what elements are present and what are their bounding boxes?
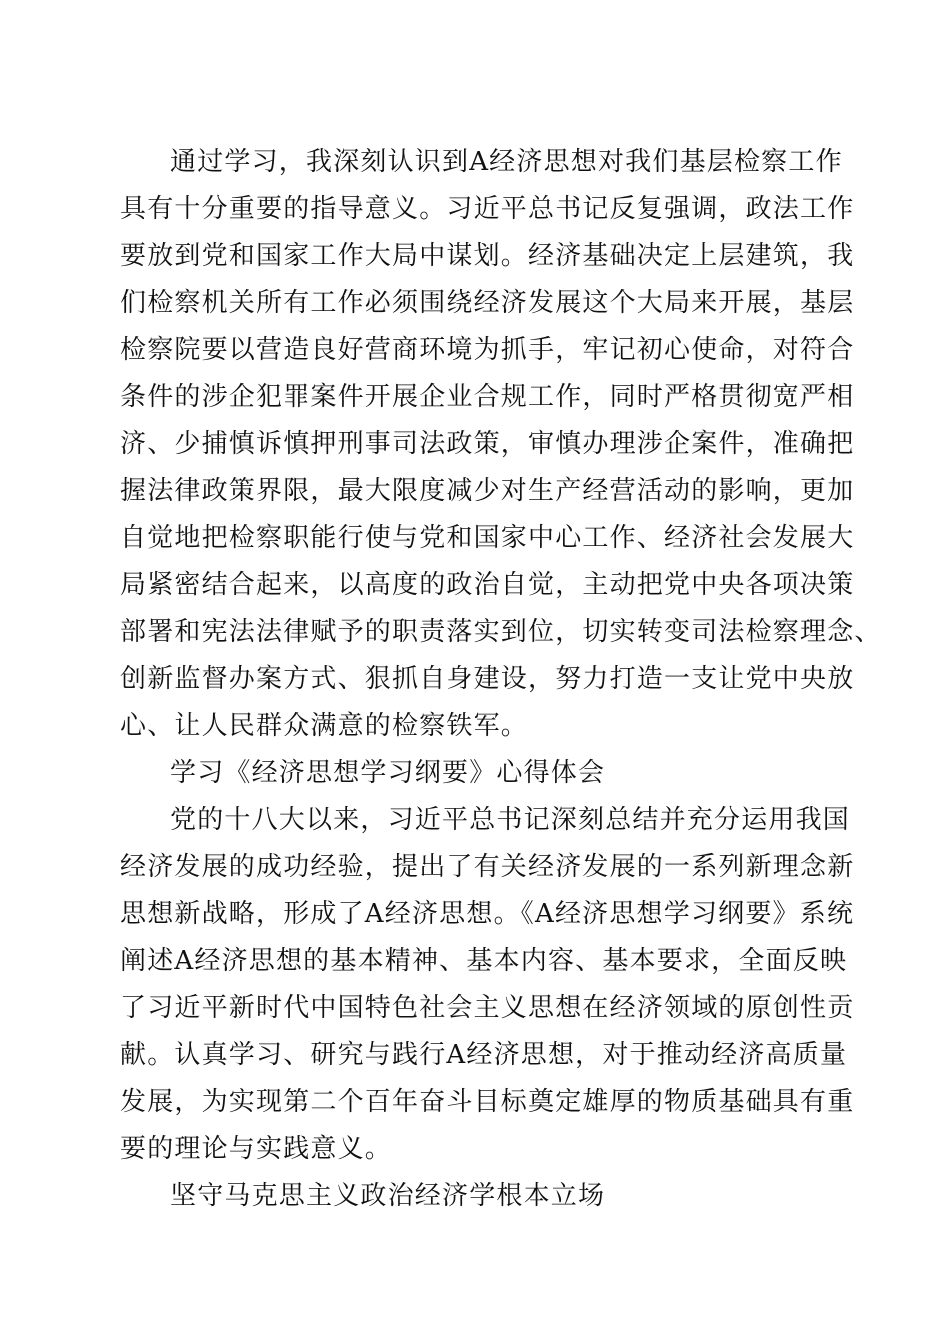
- paragraph-2-line-5: 了习近平新时代中国特色社会主义思想在经济领域的原创性贡: [120, 993, 855, 1023]
- paragraph-2-line-4: 阐述A经济思想的基本精神、基本内容、基本要求，全面反映: [120, 946, 848, 976]
- paragraph-2-line-3: 思想新战略，形成了A经济思想。《A经济思想学习纲要》系统: [120, 899, 855, 929]
- paragraph-1-line-5: 检察院要以营造良好营商环境为抓手，牢记初心使命，对符合: [120, 335, 855, 365]
- paragraph-1-line-8: 握法律政策界限，最大限度减少对生产经营活动的影响，更加: [120, 476, 855, 506]
- paragraph-1-line-2: 具有十分重要的指导意义。习近平总书记反复强调，政法工作: [120, 194, 855, 224]
- paragraph-1-line-4: 们检察机关所有工作必须围绕经济发展这个大局来开展，基层: [120, 288, 855, 318]
- paragraph-1-line-9: 自觉地把检察职能行使与党和国家中心工作、经济社会发展大: [120, 523, 855, 553]
- paragraph-1-line-11: 部署和宪法法律赋予的职责落实到位，切实转变司法检察理念、: [120, 617, 882, 647]
- paragraph-1-line-12: 创新监督办案方式、狠抓自身建设，努力打造一支让党中央放: [120, 664, 855, 694]
- section-heading-1: 学习《经济思想学习纲要》心得体会: [170, 758, 606, 788]
- paragraph-1-line-1: 通过学习，我深刻认识到A经济思想对我们基层检察工作: [170, 147, 843, 177]
- paragraph-1-line-7: 济、少捕慎诉慎押刑事司法政策，审慎办理涉企案件，准确把: [120, 429, 855, 459]
- paragraph-2-line-8: 要的理论与实践意义。: [120, 1134, 393, 1164]
- paragraph-1-line-10: 局紧密结合起来，以高度的政治自觉，主动把党中央各项决策: [120, 570, 855, 600]
- paragraph-1-line-3: 要放到党和国家工作大局中谋划。经济基础决定上层建筑，我: [120, 241, 855, 271]
- paragraph-2-line-7: 发展，为实现第二个百年奋斗目标奠定雄厚的物质基础具有重: [120, 1087, 855, 1117]
- paragraph-2-line-2: 经济发展的成功经验，提出了有关经济发展的一系列新理念新: [120, 852, 855, 882]
- paragraph-2-line-1: 党的十八大以来，习近平总书记深刻总结并充分运用我国: [170, 805, 851, 835]
- paragraph-1-line-13: 心、让人民群众满意的检察铁军。: [120, 711, 529, 741]
- paragraph-2-line-6: 献。认真学习、研究与践行A经济思想，对于推动经济高质量: [120, 1040, 848, 1070]
- section-heading-2: 坚守马克思主义政治经济学根本立场: [170, 1181, 606, 1211]
- paragraph-1-line-6: 条件的涉企犯罪案件开展企业合规工作，同时严格贯彻宽严相: [120, 382, 855, 412]
